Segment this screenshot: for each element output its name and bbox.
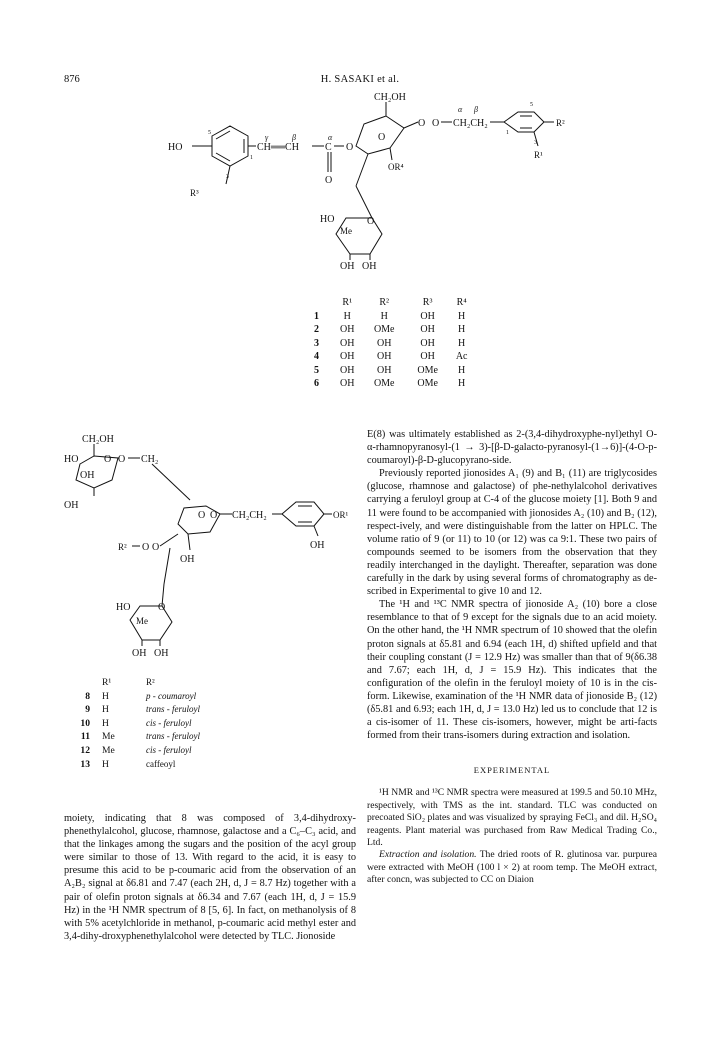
cell: OMe [373,378,395,389]
or4-label: OR⁴ [388,162,404,172]
right-column-text [367,428,657,887]
compound-id: 12 [80,744,90,756]
oh-e-label: OH [132,648,147,658]
experimental-paragraph-1: ¹H NMR and ¹³C NMR spectra were measured at 199.5 and 50.10 MHz, respectively, with TMS as the int. standard. TLC was conducted on precoated SiO₂ plates and was visualized by spraying FeCl₃ and dil. H₂SO₄ reagents. Plant material was purchased from Raw Medical Trading Co., Ltd. [367,787,657,848]
header-r4: R⁴ [456,297,467,308]
compound-id: 5 [314,364,319,376]
benzene-ring-right [504,112,544,132]
substituent-table-top [314,296,474,391]
glucose-o: O [198,510,206,521]
cell: OH [376,351,392,362]
header-r1: R¹ [102,677,112,688]
ch2oh-label: CH₂OH [374,92,406,103]
gamma-label: γ [265,133,269,142]
cell: H [458,378,466,389]
compound-id: 9 [85,704,90,716]
carbonyl-o: O [325,175,333,186]
r3-label: R³ [190,188,199,198]
oh-2-label: OH [362,261,377,270]
running-head: H. SASAKI et al. [320,74,400,85]
header-r1: R¹ [342,297,353,308]
pos-5-label: 5 [208,130,211,136]
r1-label: R¹ [534,150,543,160]
table-row [70,717,200,731]
ester-o: O [346,142,354,153]
cell: trans - feruloyl [146,704,200,715]
cell: H [458,337,466,349]
cell: Me [102,744,115,756]
compound-id: 6 [314,378,319,389]
compound-id: 4 [314,351,319,362]
oh-c-label: OH [310,540,325,551]
paragraph-2: Previously reported jionosides A₁ (9) and B₁ (11) are triglycosides (glucose, rhamnose and galactose) of phe-nethylalcohol derivatives carrying a feruloyl group at C-4 of the glucose moiety [1]. Both 9 and 11 were found to be accompanied with jionosides A₂ (10) and B₂ (12), respect-ively, and were distinguishable from the latter on HPLC. The volume ratio of 9 (or 11) to 10 (or 12) was ca 9:1. These two pairs of compounds seemed to be isomers from the observation that they readily interchanged in the daylight. Thereafter, separation was done carefully in the dark by using several forms of chromatography as de-scribed in Experimental to give 10 and 12. [367,468,657,598]
glucose-o2: O [210,510,218,521]
cell: OMe [417,378,438,389]
oh-1-label: OH [340,261,355,270]
table-header-row [314,296,474,310]
cell: cis - feruloyl [146,717,192,728]
ho-label: HO [64,454,79,465]
link-o: O [432,118,440,129]
ho-rha-label: HO [320,214,335,225]
table-row [314,310,474,324]
cell: Me [102,731,115,743]
oh-d-label: OH [180,554,195,565]
table-header-row [70,676,200,690]
rhamnose-o: O [367,216,375,227]
alpha-label-left: α [328,133,333,142]
rhamnose-o: O [158,602,166,613]
link-o: O [118,454,126,465]
left-paragraph: moiety, indicating that 8 was composed of 3,4-dihydroxy-phenethylalcohol, glucose, rhamnose, galactose and a C₆–C₃ acid, and that the linkages among the sugars and the position of the acyl group were similar to those of 13. With regard to the acid, it is easy to presume this acid to be p-coumaric acid from the observation of an A₂B₂ signal at δ6.81 and 7.47 (each 2H, d, J = 8.7 Hz) together with a pair of olefin proton signals at δ6.34 and 7.67 (each 1H, d, J = 15.9 Hz) in the ¹H NMR spectrum of 8 [5, 6]. In fact, on methanolysis of 8 with 5% acetylchloride in methanol, p-coumaric acid methyl ester and 3,4-dihy-droxyphenethylalcohol were detected by TLC. Jionoside [64,813,356,942]
ring-o: O [418,118,426,129]
ch2ch2-label: CH₂CH₂ [232,510,267,521]
page-number: 876 [64,74,80,85]
table-row [70,730,200,744]
cell: OH [340,378,355,389]
table-row [70,758,200,772]
cell: OH [420,310,435,322]
pos-3-right: 3 [534,140,537,146]
compound-id: 2 [314,324,319,335]
cell: trans - feruloyl [146,731,200,742]
compound-id: 8 [85,690,90,702]
cell: H [102,704,109,716]
cell: H [458,324,466,335]
cell: cis - feruloyl [146,744,192,755]
table-row [314,377,474,391]
table-row [314,337,474,351]
structure-top [160,88,580,270]
structure-left [60,428,360,658]
cell: OH [376,364,392,376]
pos-3-label: 3 [226,174,229,180]
compound-id: 13 [80,758,90,770]
ch-eq-ch: CH══CH [257,142,299,153]
rhamnose-ring [336,218,382,254]
table-row [314,364,474,378]
cell: OH [420,351,435,362]
table-row [70,744,200,758]
cell: p - coumaroyl [146,690,197,701]
beta-label-right: β [474,105,478,114]
beta-label-left: β [292,133,296,142]
cell: OMe [373,324,395,335]
pos-1-label: 1 [250,155,253,161]
alpha-label-right: α [458,105,463,114]
ring3-o: O [152,542,160,553]
cell: OH [340,351,355,362]
pos-1-right: 1 [506,130,509,136]
header-r3: R³ [422,297,433,308]
me-label: Me [136,616,148,626]
cell: OH [340,324,355,335]
pos-5-right: 5 [530,102,533,108]
compound-id: 11 [80,731,90,743]
cell: H [102,717,109,729]
cell: OH [420,324,435,335]
me-label: Me [340,226,352,236]
cell: Ac [455,351,468,362]
o-r2: O [142,542,150,553]
table-row [70,690,200,704]
glucose-o: O [378,132,386,143]
or1-label: OR¹ [333,510,349,520]
oh-b-label: OH [64,500,79,511]
cell: caffeoyl [146,758,176,769]
cell: OH [340,364,355,376]
cell: OMe [417,364,438,376]
compound-id: 10 [80,717,90,729]
header-r2: R² [379,297,390,308]
cell: OH [420,337,435,349]
compound-id: 3 [314,337,319,349]
experimental-heading: EXPERIMENTAL [473,765,551,776]
table-row [314,350,474,364]
ch2ch2-label: CH₂CH₂ [453,118,488,129]
ch2-label: CH₂ [141,454,159,465]
cell: H [102,758,109,770]
extraction-text: The dried roots of R. glutinosa var. purpurea were extracted with MeOH (100 l × 2) at room temp. The MeOH extract, after concn, was subjected to CC on Diaion [367,849,657,886]
table-row [70,703,200,717]
extraction-lead: Extraction and isolation. [379,849,477,861]
ch2oh-label: CH₂OH [82,434,114,445]
ho-label: HO [168,142,183,153]
compound-id: 1 [314,310,319,322]
cell: H [458,310,466,322]
r2-label: R² [556,118,565,128]
r2-label: R² [118,542,127,552]
paragraph-3: The ¹H and ¹³C NMR spectra of jionoside A₂ (10) bore a close resemblance to that of 9 except for the signals due to an acid moiety. On the other hand, the ¹H NMR spectrum of 10 showed that the olefin proton signals at δ5.81 and 6.94 (each 1H, d) shifted upfield and that their coupling constant (J = 12.9 Hz) was smaller than that of 9(δ6.38 and 7.67; each 1H, d, J = 15.9 Hz). This indicates that the configuration of the olefin in the feruloyl moiety of 10 is in the cis-form. Likewise, examination of the ¹H NMR data of jionoside B₂ (12) (δ5.81 and 6.93; each 1H, d, J = 13.0 Hz) led us to conclude that 12 is a cis-isomer of 11. These cis-isomers, however, might be arti-facts formed from their trans-isomers during extraction and isolation. [367,599,657,742]
ring-o: O [104,454,112,465]
left-column-text [64,812,356,943]
cell: H [380,310,388,322]
cell: H [102,690,109,702]
cell: OH [376,337,392,349]
cell: OH [340,337,355,349]
oh-f-label: OH [154,648,169,658]
cell: H [343,310,351,322]
carbonyl-c: C [325,142,332,153]
substituent-table-left [70,676,200,771]
cell: H [458,364,466,376]
experimental-paragraph-2 [367,849,657,886]
oh-a-label: OH [80,470,95,481]
header-r2: R² [146,677,155,687]
table-row [314,323,474,337]
paragraph-1: E(8) was ultimately established as 2-(3,4-dihydroxyphe-nyl)ethyl O-α-rhamnopyranosyl-(1 → 3)-[β-D-galacto-pyranosyl-(1→6)]-(4-O-p-coumaroyl)-β-D-glucopyrano-side. [367,429,657,467]
benzene-ring-left [212,126,248,166]
ho-rha-label: HO [116,602,131,613]
